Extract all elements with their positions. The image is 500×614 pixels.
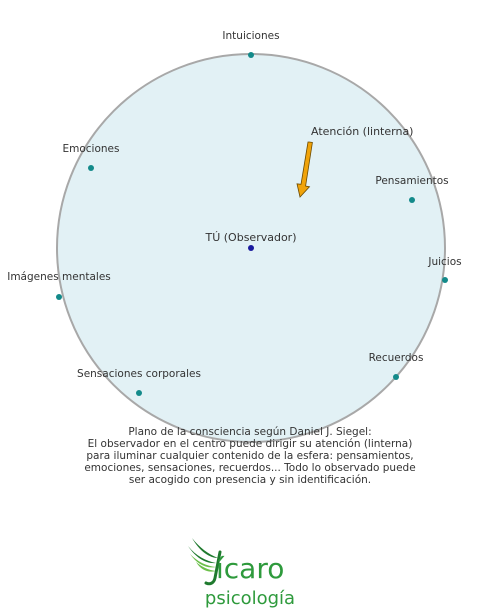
sensaciones-corporales-dot [136, 390, 142, 396]
caption-line: El observador en el centro puede dirigir su atención (linterna) [87, 438, 413, 450]
caption-line: Plano de la consciencia según Daniel J. Siegel: [128, 426, 372, 438]
logo-name: ícaro [216, 552, 285, 585]
imagenes-mentales-dot [56, 294, 62, 300]
attention-label: Atención (linterna) [311, 125, 414, 138]
logo-subtitle: psicología [204, 588, 296, 609]
observer-dot [248, 245, 254, 251]
imagenes-mentales-label: Imágenes mentales [7, 271, 111, 283]
caption-line: emociones, sensaciones, recuerdos... Todo lo observado puede [84, 462, 416, 474]
intuiciones-label: Intuiciones [222, 30, 280, 42]
sensaciones-corporales-label: Sensaciones corporales [77, 368, 201, 380]
diagram-caption [40, 426, 460, 486]
emociones-label: Emociones [62, 143, 120, 155]
caption-line: para iluminar cualquier contenido de la esfera: pensamientos, [86, 450, 414, 462]
pensamientos-dot [409, 197, 415, 203]
intuiciones-dot [248, 52, 254, 58]
emociones-dot [88, 165, 94, 171]
observer-label: TÚ (Observador) [205, 231, 297, 244]
pensamientos-label: Pensamientos [375, 175, 449, 187]
juicios-dot [442, 277, 448, 283]
caption-line: ser acogido con presencia y sin identificación. [128, 474, 372, 486]
juicios-label: Juicios [428, 256, 462, 268]
icaro-logo [180, 534, 320, 610]
recuerdos-dot [393, 374, 399, 380]
wing-icon [188, 538, 218, 572]
recuerdos-label: Recuerdos [368, 352, 424, 364]
